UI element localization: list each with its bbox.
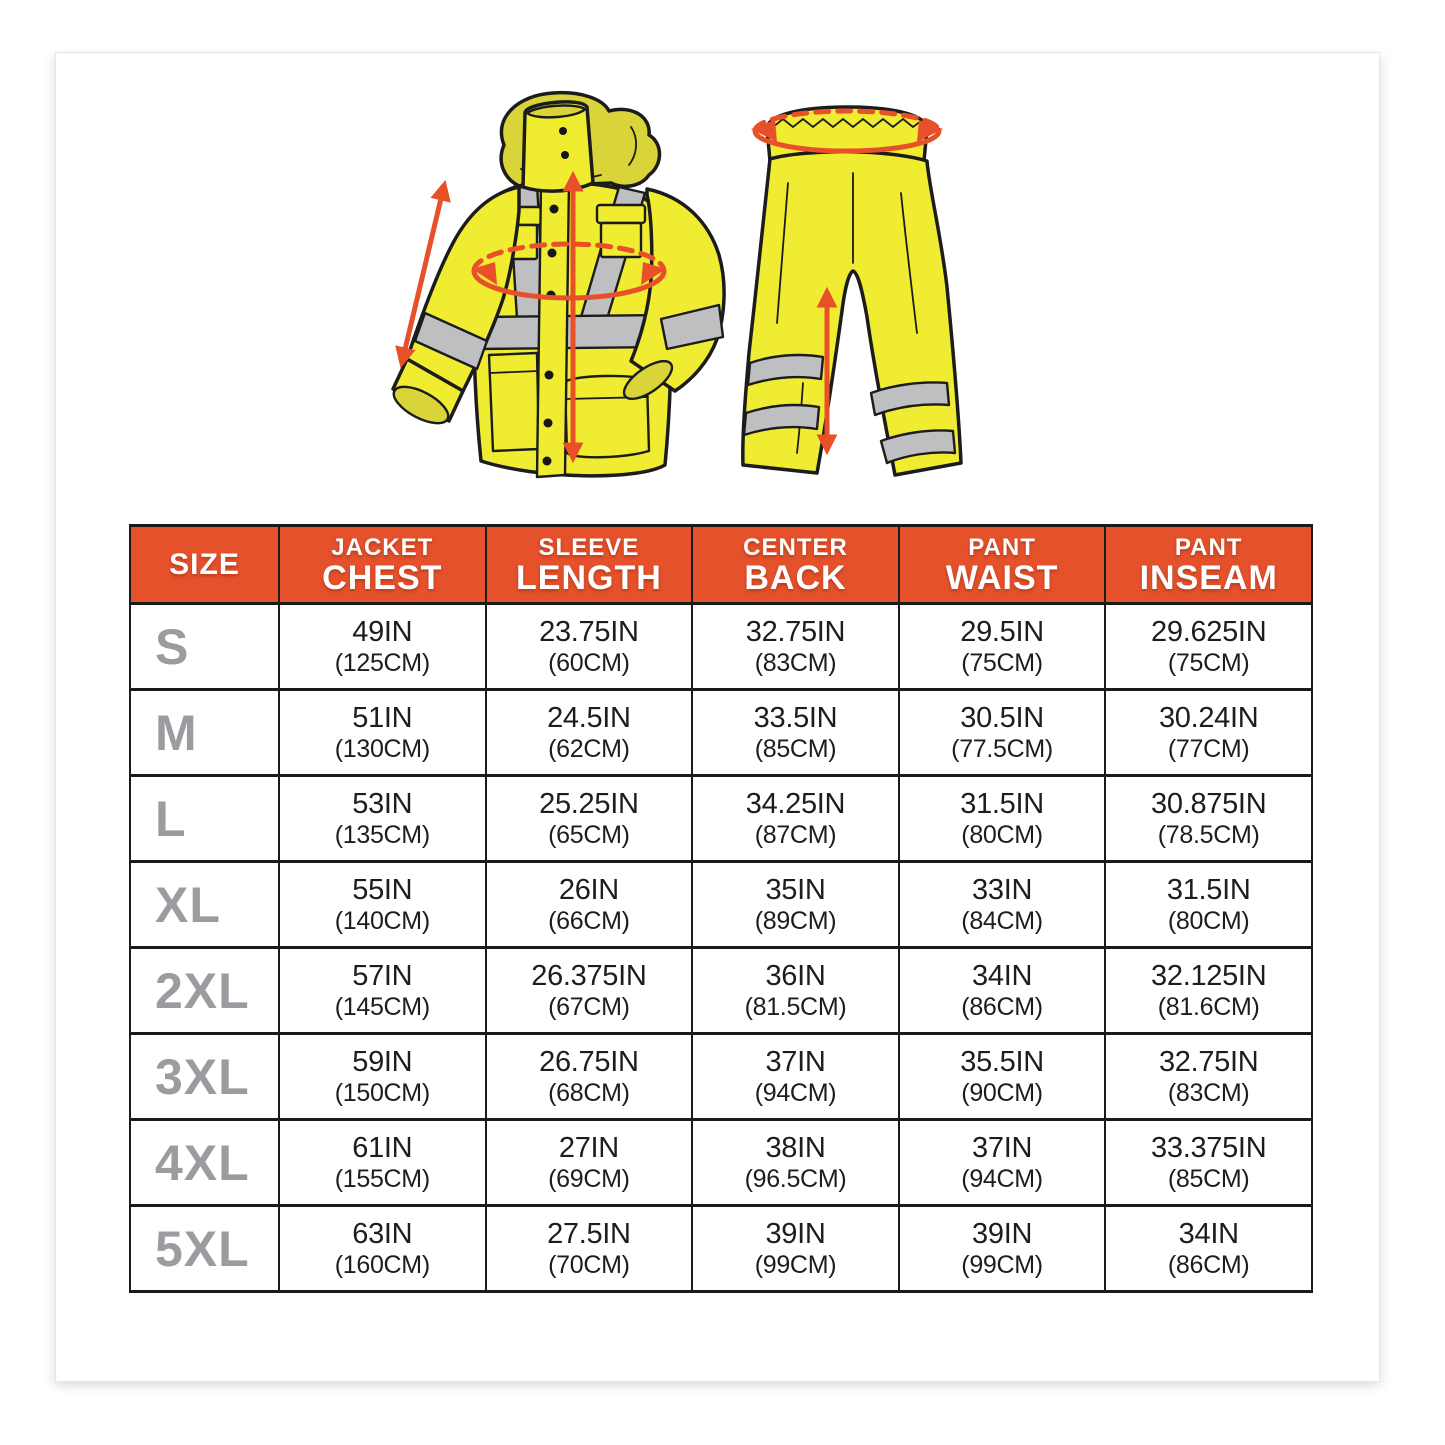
table-body [130, 604, 1312, 1292]
centimeters-value: (130CM) [334, 734, 430, 763]
inches-value: 32.75IN [1158, 1045, 1259, 1078]
centimeters-value: (85CM) [1167, 1164, 1250, 1193]
centimeters-value: (140CM) [334, 906, 430, 935]
centimeters-value: (160CM) [334, 1250, 430, 1279]
centimeters-value: (94CM) [754, 1078, 837, 1107]
measurement-cell [899, 1034, 1106, 1120]
jacket-placket [537, 181, 569, 477]
inches-value: 49IN [352, 615, 413, 648]
table-row [130, 948, 1312, 1034]
inches-value: 31.5IN [960, 787, 1044, 820]
size-label: L [130, 776, 279, 862]
centimeters-value: (68CM) [548, 1078, 630, 1107]
column-header-line2: CHEST [322, 558, 443, 597]
measurement-cell [692, 690, 899, 776]
inches-value: 34IN [1178, 1217, 1239, 1250]
size-table [129, 524, 1313, 1293]
centimeters-value: (77.5CM) [951, 734, 1053, 763]
centimeters-value: (87CM) [754, 820, 837, 849]
table-row [130, 1206, 1312, 1292]
size-label: 4XL [130, 1120, 279, 1206]
column-header-line2: INSEAM [1139, 558, 1278, 597]
table-header-row [130, 526, 1312, 604]
inches-value: 38IN [765, 1131, 826, 1164]
inches-value: 34IN [972, 959, 1033, 992]
measurement-cell [279, 604, 486, 690]
measurement-cell [692, 1120, 899, 1206]
centimeters-value: (75CM) [1167, 648, 1250, 677]
inches-value: 24.5IN [547, 701, 631, 734]
column-header-center-back [692, 526, 899, 604]
inches-value: 27.5IN [547, 1217, 631, 1250]
measurement-cell [899, 948, 1106, 1034]
centimeters-value: (66CM) [548, 906, 630, 935]
measurement-cell [279, 690, 486, 776]
centimeters-value: (85CM) [754, 734, 837, 763]
inches-value: 39IN [765, 1217, 826, 1250]
measurement-cell [899, 1120, 1106, 1206]
measurement-cell [486, 690, 693, 776]
inches-value: 32.125IN [1151, 959, 1267, 992]
column-header-line1: PANT [968, 533, 1036, 561]
centimeters-value: (99CM) [754, 1250, 837, 1279]
centimeters-value: (65CM) [548, 820, 630, 849]
inches-value: 30.24IN [1158, 701, 1259, 734]
measurement-cell [692, 604, 899, 690]
measurement-cell [692, 948, 899, 1034]
measurement-cell [279, 948, 486, 1034]
inches-value: 26.75IN [539, 1045, 639, 1078]
inches-value: 63IN [352, 1217, 413, 1250]
centimeters-value: (75CM) [961, 648, 1043, 677]
centimeters-value: (96.5CM) [744, 1164, 847, 1193]
measurement-cell [1105, 1034, 1312, 1120]
table-row [130, 1034, 1312, 1120]
inches-value: 53IN [352, 787, 413, 820]
measurement-cell [279, 1120, 486, 1206]
centimeters-value: (80CM) [1167, 906, 1250, 935]
centimeters-value: (84CM) [961, 906, 1043, 935]
size-label: 3XL [130, 1034, 279, 1120]
measurement-cell [486, 604, 693, 690]
inches-value: 33.375IN [1151, 1131, 1267, 1164]
inches-value: 30.875IN [1151, 787, 1267, 820]
column-header-size [130, 526, 279, 604]
centimeters-value: (150CM) [334, 1078, 430, 1107]
table-row [130, 1120, 1312, 1206]
column-header-line2: LENGTH [516, 558, 662, 597]
inches-value: 26.375IN [531, 959, 647, 992]
inches-value: 34.25IN [745, 787, 846, 820]
inches-value: 31.5IN [1166, 873, 1251, 906]
measurement-cell [899, 690, 1106, 776]
centimeters-value: (67CM) [548, 992, 630, 1021]
measurement-cell [486, 1120, 693, 1206]
column-header-line1: PANT [1174, 533, 1243, 561]
measurement-cell [1105, 776, 1312, 862]
inches-value: 37IN [972, 1131, 1033, 1164]
column-header-line1: SLEEVE [538, 533, 640, 561]
centimeters-value: (86CM) [961, 992, 1043, 1021]
measurement-cell [279, 776, 486, 862]
measurement-cell [486, 948, 693, 1034]
inches-value: 36IN [765, 959, 826, 992]
centimeters-value: (145CM) [334, 992, 430, 1021]
inches-value: 29.5IN [960, 615, 1044, 648]
measurement-cell [1105, 1206, 1312, 1292]
centimeters-value: (60CM) [548, 648, 630, 677]
inches-value: 61IN [352, 1131, 413, 1164]
measurement-cell [279, 1034, 486, 1120]
inches-value: 33IN [972, 873, 1033, 906]
centimeters-value: (94CM) [961, 1164, 1043, 1193]
column-header-jacket-chest [279, 526, 486, 604]
pants-illustration [743, 107, 961, 475]
measurement-cell [1105, 862, 1312, 948]
inches-value: 35.5IN [960, 1045, 1044, 1078]
centimeters-value: (155CM) [334, 1164, 430, 1193]
size-label: 2XL [130, 948, 279, 1034]
measurement-cell [486, 1034, 693, 1120]
inches-value: 29.625IN [1151, 615, 1267, 648]
centimeters-value: (90CM) [961, 1078, 1043, 1107]
column-header-pant-inseam [1105, 526, 1312, 604]
column-header-sleeve-length [486, 526, 693, 604]
centimeters-value: (83CM) [1167, 1078, 1250, 1107]
centimeters-value: (70CM) [548, 1250, 630, 1279]
inches-value: 35IN [765, 873, 826, 906]
inches-value: 51IN [352, 701, 413, 734]
table-row [130, 690, 1312, 776]
measurement-cell [1105, 690, 1312, 776]
centimeters-value: (62CM) [548, 734, 630, 763]
centimeters-value: (99CM) [961, 1250, 1043, 1279]
centimeters-value: (83CM) [754, 648, 837, 677]
inches-value: 33.5IN [753, 701, 838, 734]
size-label: 5XL [130, 1206, 279, 1292]
centimeters-value: (81.6CM) [1157, 992, 1260, 1021]
column-header-line2: BACK [744, 558, 847, 597]
table-row [130, 862, 1312, 948]
inches-value: 57IN [352, 959, 413, 992]
jacket-illustration [388, 93, 724, 477]
centimeters-value: (69CM) [548, 1164, 630, 1193]
measurement-cell [486, 862, 693, 948]
measurement-cell [899, 1206, 1106, 1292]
centimeters-value: (78.5CM) [1157, 820, 1260, 849]
centimeters-value: (77CM) [1167, 734, 1250, 763]
size-chart-card [55, 52, 1380, 1382]
centimeters-value: (135CM) [334, 820, 430, 849]
size-label: S [130, 604, 279, 690]
measurement-cell [692, 776, 899, 862]
centimeters-value: (89CM) [754, 906, 837, 935]
table-row [130, 776, 1312, 862]
inches-value: 26IN [558, 873, 619, 906]
column-header-pant-waist [899, 526, 1106, 604]
column-header-line2: WAIST [945, 558, 1059, 597]
size-label: M [130, 690, 279, 776]
measurement-cell [692, 1206, 899, 1292]
measurement-cell [692, 1034, 899, 1120]
measurement-cell [1105, 948, 1312, 1034]
measurement-cell [486, 1206, 693, 1292]
inches-value: 59IN [352, 1045, 413, 1078]
measurement-cell [1105, 604, 1312, 690]
inches-value: 39IN [972, 1217, 1033, 1250]
measurement-cell [486, 776, 693, 862]
measurement-cell [899, 776, 1106, 862]
measurement-cell [279, 1206, 486, 1292]
inches-value: 55IN [352, 873, 413, 906]
garment-illustration [341, 83, 1051, 523]
centimeters-value: (81.5CM) [744, 992, 847, 1021]
inches-value: 27IN [558, 1131, 619, 1164]
centimeters-value: (80CM) [961, 820, 1043, 849]
column-header-line2: SIZE [169, 547, 240, 581]
measurement-cell [899, 604, 1106, 690]
inches-value: 32.75IN [745, 615, 846, 648]
measurement-cell [692, 862, 899, 948]
inches-value: 37IN [765, 1045, 826, 1078]
column-header-line1: CENTER [743, 533, 848, 561]
centimeters-value: (125CM) [334, 648, 430, 677]
size-label: XL [130, 862, 279, 948]
measurement-cell [279, 862, 486, 948]
inches-value: 23.75IN [539, 615, 639, 648]
measurement-cell [1105, 1120, 1312, 1206]
inches-value: 25.25IN [539, 787, 639, 820]
centimeters-value: (86CM) [1167, 1250, 1250, 1279]
table-row [130, 604, 1312, 690]
measurement-cell [899, 862, 1106, 948]
inches-value: 30.5IN [960, 701, 1044, 734]
column-header-line1: JACKET [331, 533, 434, 561]
